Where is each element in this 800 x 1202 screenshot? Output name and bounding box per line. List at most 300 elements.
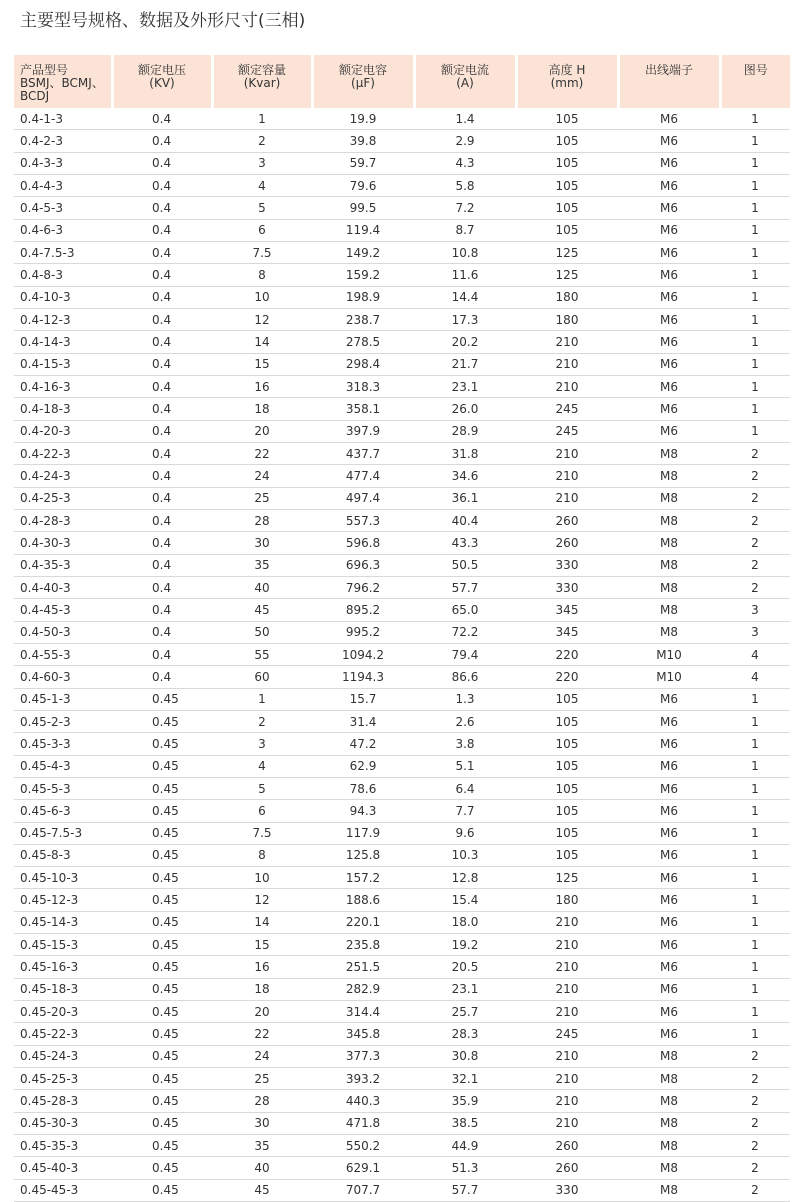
cell-voltage: 0.4	[112, 509, 212, 531]
cell-capacitance: 314.4	[312, 1001, 414, 1023]
cell-drawing-no: 1	[720, 420, 790, 442]
cell-capacity: 8	[212, 844, 312, 866]
table-row	[14, 1045, 790, 1067]
cell-model: 0.4-25-3	[14, 487, 112, 509]
cell-capacity: 15	[212, 934, 312, 956]
header-drawing-no	[720, 55, 790, 108]
cell-capacity: 28	[212, 1090, 312, 1112]
cell-current: 18.0	[414, 911, 516, 933]
cell-capacitance: 79.6	[312, 174, 414, 196]
cell-capacitance: 437.7	[312, 442, 414, 464]
cell-capacitance: 157.2	[312, 867, 414, 889]
cell-current: 23.1	[414, 978, 516, 1000]
cell-terminal: M6	[618, 710, 720, 732]
cell-capacitance: 1194.3	[312, 666, 414, 688]
cell-height: 105	[516, 777, 618, 799]
cell-model: 0.45-14-3	[14, 911, 112, 933]
cell-drawing-no: 1	[720, 800, 790, 822]
cell-model: 0.4-24-3	[14, 465, 112, 487]
cell-capacity: 12	[212, 889, 312, 911]
table-row	[14, 844, 790, 866]
cell-height: 210	[516, 934, 618, 956]
cell-voltage: 0.4	[112, 331, 212, 353]
header-rated-capacitance-line2: (μF)	[351, 76, 375, 90]
cell-capacitance: 188.6	[312, 889, 414, 911]
cell-voltage: 0.4	[112, 308, 212, 330]
header-model-line1: 产品型号	[20, 63, 69, 77]
cell-drawing-no: 2	[720, 509, 790, 531]
cell-voltage: 0.45	[112, 1090, 212, 1112]
cell-capacity: 35	[212, 554, 312, 576]
cell-current: 51.3	[414, 1157, 516, 1179]
cell-capacitance: 149.2	[312, 241, 414, 263]
cell-voltage: 0.45	[112, 1068, 212, 1090]
table-row	[14, 1179, 790, 1201]
cell-capacitance: 895.2	[312, 599, 414, 621]
cell-capacitance: 550.2	[312, 1135, 414, 1157]
cell-drawing-no: 2	[720, 554, 790, 576]
cell-height: 210	[516, 911, 618, 933]
cell-capacitance: 78.6	[312, 777, 414, 799]
cell-model: 0.45-45-3	[14, 1179, 112, 1201]
cell-voltage: 0.45	[112, 1135, 212, 1157]
cell-model: 0.45-22-3	[14, 1023, 112, 1045]
header-model	[14, 55, 112, 108]
cell-terminal: M8	[618, 509, 720, 531]
cell-height: 210	[516, 1112, 618, 1134]
cell-terminal: M8	[618, 532, 720, 554]
cell-terminal: M6	[618, 308, 720, 330]
cell-capacitance: 557.3	[312, 509, 414, 531]
header-rated-capacitance	[312, 55, 414, 108]
cell-height: 245	[516, 420, 618, 442]
cell-current: 28.9	[414, 420, 516, 442]
cell-drawing-no: 2	[720, 487, 790, 509]
cell-capacitance: 358.1	[312, 398, 414, 420]
cell-drawing-no: 1	[720, 174, 790, 196]
cell-capacity: 3	[212, 733, 312, 755]
cell-drawing-no: 1	[720, 978, 790, 1000]
cell-capacitance: 159.2	[312, 264, 414, 286]
header-height-line1: 高度 H	[548, 63, 586, 77]
cell-height: 105	[516, 174, 618, 196]
table-row	[14, 353, 790, 375]
cell-current: 1.3	[414, 688, 516, 710]
cell-voltage: 0.4	[112, 353, 212, 375]
cell-current: 21.7	[414, 353, 516, 375]
cell-current: 2.9	[414, 130, 516, 152]
cell-model: 0.45-25-3	[14, 1068, 112, 1090]
cell-model: 0.45-8-3	[14, 844, 112, 866]
cell-terminal: M8	[618, 487, 720, 509]
table-row	[14, 554, 790, 576]
cell-terminal: M6	[618, 934, 720, 956]
cell-terminal: M8	[618, 599, 720, 621]
header-rated-capacitance-line1: 额定电容	[338, 63, 387, 77]
cell-model: 0.4-55-3	[14, 643, 112, 665]
header-terminal	[618, 55, 720, 108]
cell-terminal: M6	[618, 241, 720, 263]
cell-capacity: 3	[212, 152, 312, 174]
cell-capacity: 5	[212, 197, 312, 219]
cell-voltage: 0.45	[112, 777, 212, 799]
header-drawing-no-line1: 图号	[743, 63, 768, 77]
cell-capacitance: 298.4	[312, 353, 414, 375]
cell-height: 210	[516, 375, 618, 397]
cell-capacitance: 497.4	[312, 487, 414, 509]
cell-terminal: M8	[618, 1112, 720, 1134]
cell-voltage: 0.45	[112, 911, 212, 933]
cell-capacitance: 94.3	[312, 800, 414, 822]
cell-height: 330	[516, 554, 618, 576]
cell-height: 245	[516, 398, 618, 420]
cell-drawing-no: 1	[720, 911, 790, 933]
table-row	[14, 889, 790, 911]
header-row	[14, 55, 790, 108]
cell-drawing-no: 1	[720, 375, 790, 397]
table-header	[14, 55, 790, 108]
table-row	[14, 532, 790, 554]
cell-terminal: M6	[618, 353, 720, 375]
cell-voltage: 0.45	[112, 1001, 212, 1023]
table-row	[14, 777, 790, 799]
cell-model: 0.4-22-3	[14, 442, 112, 464]
cell-terminal: M6	[618, 264, 720, 286]
cell-terminal: M8	[618, 1179, 720, 1201]
cell-voltage: 0.4	[112, 398, 212, 420]
cell-model: 0.4-12-3	[14, 308, 112, 330]
cell-capacity: 35	[212, 1135, 312, 1157]
cell-voltage: 0.4	[112, 241, 212, 263]
cell-model: 0.4-10-3	[14, 286, 112, 308]
cell-terminal: M6	[618, 398, 720, 420]
cell-model: 0.4-50-3	[14, 621, 112, 643]
cell-voltage: 0.4	[112, 576, 212, 598]
cell-terminal: M8	[618, 1068, 720, 1090]
cell-current: 36.1	[414, 487, 516, 509]
header-rated-capacity-line2: (Kvar)	[243, 76, 281, 90]
header-height-line2: (mm)	[550, 76, 584, 90]
table-row	[14, 733, 790, 755]
table-row	[14, 241, 790, 263]
cell-drawing-no: 2	[720, 1112, 790, 1134]
cell-capacitance: 1094.2	[312, 643, 414, 665]
cell-current: 14.4	[414, 286, 516, 308]
cell-drawing-no: 1	[720, 264, 790, 286]
cell-height: 220	[516, 643, 618, 665]
cell-capacity: 25	[212, 487, 312, 509]
cell-drawing-no: 1	[720, 219, 790, 241]
cell-model: 0.45-3-3	[14, 733, 112, 755]
cell-model: 0.4-14-3	[14, 331, 112, 353]
cell-current: 65.0	[414, 599, 516, 621]
cell-current: 20.2	[414, 331, 516, 353]
table-row	[14, 666, 790, 688]
cell-terminal: M8	[618, 1135, 720, 1157]
table-row	[14, 442, 790, 464]
cell-terminal: M6	[618, 108, 720, 130]
cell-height: 210	[516, 1045, 618, 1067]
table-row	[14, 308, 790, 330]
cell-capacitance: 238.7	[312, 308, 414, 330]
cell-drawing-no: 4	[720, 643, 790, 665]
cell-capacitance: 318.3	[312, 375, 414, 397]
cell-model: 0.45-5-3	[14, 777, 112, 799]
cell-voltage: 0.4	[112, 152, 212, 174]
cell-current: 19.2	[414, 934, 516, 956]
cell-height: 210	[516, 487, 618, 509]
cell-terminal: M10	[618, 666, 720, 688]
cell-capacitance: 119.4	[312, 219, 414, 241]
cell-voltage: 0.4	[112, 554, 212, 576]
cell-capacity: 16	[212, 956, 312, 978]
cell-voltage: 0.4	[112, 108, 212, 130]
cell-terminal: M6	[618, 130, 720, 152]
cell-voltage: 0.45	[112, 1023, 212, 1045]
cell-model: 0.45-24-3	[14, 1045, 112, 1067]
cell-terminal: M6	[618, 331, 720, 353]
cell-capacity: 25	[212, 1068, 312, 1090]
cell-current: 12.8	[414, 867, 516, 889]
cell-model: 0.45-12-3	[14, 889, 112, 911]
cell-capacity: 2	[212, 710, 312, 732]
cell-drawing-no: 2	[720, 576, 790, 598]
cell-terminal: M6	[618, 867, 720, 889]
cell-voltage: 0.4	[112, 264, 212, 286]
cell-capacitance: 19.9	[312, 108, 414, 130]
cell-terminal: M6	[618, 733, 720, 755]
table-row	[14, 487, 790, 509]
cell-voltage: 0.45	[112, 1179, 212, 1201]
cell-drawing-no: 2	[720, 1135, 790, 1157]
cell-height: 105	[516, 755, 618, 777]
cell-capacitance: 707.7	[312, 1179, 414, 1201]
cell-terminal: M6	[618, 152, 720, 174]
cell-height: 260	[516, 509, 618, 531]
cell-model: 0.4-7.5-3	[14, 241, 112, 263]
cell-drawing-no: 1	[720, 398, 790, 420]
cell-height: 105	[516, 130, 618, 152]
cell-model: 0.4-18-3	[14, 398, 112, 420]
cell-model: 0.45-20-3	[14, 1001, 112, 1023]
table-row	[14, 197, 790, 219]
cell-drawing-no: 1	[720, 331, 790, 353]
cell-terminal: M10	[618, 643, 720, 665]
cell-capacitance: 696.3	[312, 554, 414, 576]
cell-capacitance: 278.5	[312, 331, 414, 353]
cell-voltage: 0.45	[112, 1157, 212, 1179]
cell-drawing-no: 1	[720, 152, 790, 174]
cell-height: 125	[516, 264, 618, 286]
table-row	[14, 465, 790, 487]
cell-model: 0.4-8-3	[14, 264, 112, 286]
cell-current: 15.4	[414, 889, 516, 911]
cell-terminal: M6	[618, 822, 720, 844]
table-row	[14, 1157, 790, 1179]
cell-capacitance: 62.9	[312, 755, 414, 777]
cell-terminal: M6	[618, 375, 720, 397]
cell-capacitance: 31.4	[312, 710, 414, 732]
cell-capacity: 20	[212, 420, 312, 442]
cell-capacity: 30	[212, 1112, 312, 1134]
cell-voltage: 0.45	[112, 800, 212, 822]
cell-capacitance: 377.3	[312, 1045, 414, 1067]
cell-height: 105	[516, 152, 618, 174]
cell-current: 11.6	[414, 264, 516, 286]
cell-height: 245	[516, 1023, 618, 1045]
cell-model: 0.4-4-3	[14, 174, 112, 196]
cell-current: 17.3	[414, 308, 516, 330]
cell-current: 38.5	[414, 1112, 516, 1134]
cell-drawing-no: 1	[720, 733, 790, 755]
cell-capacity: 7.5	[212, 822, 312, 844]
cell-drawing-no: 1	[720, 867, 790, 889]
cell-model: 0.4-3-3	[14, 152, 112, 174]
table-row	[14, 643, 790, 665]
cell-capacity: 7.5	[212, 241, 312, 263]
cell-drawing-no: 1	[720, 688, 790, 710]
cell-current: 86.6	[414, 666, 516, 688]
cell-model: 0.45-18-3	[14, 978, 112, 1000]
table-row	[14, 755, 790, 777]
cell-model: 0.4-16-3	[14, 375, 112, 397]
cell-drawing-no: 2	[720, 1068, 790, 1090]
header-rated-capacity	[212, 55, 312, 108]
cell-terminal: M6	[618, 911, 720, 933]
cell-model: 0.45-10-3	[14, 867, 112, 889]
cell-terminal: M6	[618, 978, 720, 1000]
cell-terminal: M6	[618, 219, 720, 241]
cell-current: 5.1	[414, 755, 516, 777]
cell-drawing-no: 2	[720, 1157, 790, 1179]
cell-model: 0.4-60-3	[14, 666, 112, 688]
cell-height: 210	[516, 442, 618, 464]
header-model-line2: BSMJ、BCMJ、	[20, 76, 104, 90]
table-row	[14, 331, 790, 353]
cell-drawing-no: 1	[720, 822, 790, 844]
cell-voltage: 0.4	[112, 666, 212, 688]
cell-capacitance: 477.4	[312, 465, 414, 487]
cell-voltage: 0.45	[112, 755, 212, 777]
cell-model: 0.45-1-3	[14, 688, 112, 710]
cell-height: 105	[516, 800, 618, 822]
cell-capacity: 8	[212, 264, 312, 286]
cell-capacitance: 596.8	[312, 532, 414, 554]
cell-capacitance: 39.8	[312, 130, 414, 152]
header-rated-current	[414, 55, 516, 108]
cell-voltage: 0.45	[112, 867, 212, 889]
cell-voltage: 0.4	[112, 532, 212, 554]
cell-current: 25.7	[414, 1001, 516, 1023]
cell-current: 57.7	[414, 576, 516, 598]
cell-height: 260	[516, 1135, 618, 1157]
cell-capacity: 50	[212, 621, 312, 643]
cell-height: 260	[516, 532, 618, 554]
cell-drawing-no: 2	[720, 532, 790, 554]
cell-voltage: 0.4	[112, 599, 212, 621]
table-row	[14, 822, 790, 844]
cell-drawing-no: 1	[720, 1023, 790, 1045]
header-rated-voltage-line2: (KV)	[149, 76, 175, 90]
table-row	[14, 621, 790, 643]
cell-voltage: 0.45	[112, 710, 212, 732]
cell-model: 0.4-40-3	[14, 576, 112, 598]
cell-drawing-no: 1	[720, 777, 790, 799]
cell-capacity: 10	[212, 286, 312, 308]
cell-terminal: M8	[618, 465, 720, 487]
table-row	[14, 509, 790, 531]
cell-height: 210	[516, 1001, 618, 1023]
cell-current: 40.4	[414, 509, 516, 531]
cell-drawing-no: 3	[720, 621, 790, 643]
cell-model: 0.4-1-3	[14, 108, 112, 130]
table-row	[14, 219, 790, 241]
cell-terminal: M6	[618, 174, 720, 196]
cell-terminal: M6	[618, 844, 720, 866]
cell-terminal: M6	[618, 956, 720, 978]
cell-current: 3.8	[414, 733, 516, 755]
cell-current: 79.4	[414, 643, 516, 665]
cell-capacitance: 796.2	[312, 576, 414, 598]
cell-capacitance: 99.5	[312, 197, 414, 219]
table-row	[14, 1090, 790, 1112]
cell-drawing-no: 1	[720, 844, 790, 866]
cell-model: 0.4-30-3	[14, 532, 112, 554]
cell-terminal: M6	[618, 889, 720, 911]
cell-current: 30.8	[414, 1045, 516, 1067]
cell-voltage: 0.45	[112, 1045, 212, 1067]
cell-model: 0.4-2-3	[14, 130, 112, 152]
table-row	[14, 420, 790, 442]
header-rated-voltage-line1: 额定电压	[137, 63, 186, 77]
cell-model: 0.4-28-3	[14, 509, 112, 531]
cell-height: 210	[516, 465, 618, 487]
table-row	[14, 710, 790, 732]
cell-voltage: 0.45	[112, 934, 212, 956]
table-row	[14, 800, 790, 822]
cell-model: 0.45-6-3	[14, 800, 112, 822]
cell-model: 0.4-5-3	[14, 197, 112, 219]
cell-capacity: 1	[212, 688, 312, 710]
cell-capacitance: 629.1	[312, 1157, 414, 1179]
cell-terminal: M6	[618, 1023, 720, 1045]
cell-model: 0.45-2-3	[14, 710, 112, 732]
cell-height: 210	[516, 353, 618, 375]
cell-height: 210	[516, 978, 618, 1000]
cell-height: 180	[516, 889, 618, 911]
cell-voltage: 0.45	[112, 1112, 212, 1134]
cell-voltage: 0.4	[112, 487, 212, 509]
table-row	[14, 130, 790, 152]
cell-capacity: 22	[212, 442, 312, 464]
cell-capacitance: 198.9	[312, 286, 414, 308]
cell-terminal: M6	[618, 755, 720, 777]
table-row	[14, 978, 790, 1000]
cell-model: 0.45-35-3	[14, 1135, 112, 1157]
cell-model: 0.4-15-3	[14, 353, 112, 375]
cell-capacity: 1	[212, 108, 312, 130]
cell-capacitance: 282.9	[312, 978, 414, 1000]
cell-model: 0.45-30-3	[14, 1112, 112, 1134]
table-row	[14, 956, 790, 978]
cell-height: 220	[516, 666, 618, 688]
cell-voltage: 0.4	[112, 643, 212, 665]
cell-drawing-no: 1	[720, 956, 790, 978]
cell-voltage: 0.4	[112, 197, 212, 219]
cell-voltage: 0.4	[112, 130, 212, 152]
cell-drawing-no: 1	[720, 934, 790, 956]
cell-capacity: 45	[212, 1179, 312, 1201]
